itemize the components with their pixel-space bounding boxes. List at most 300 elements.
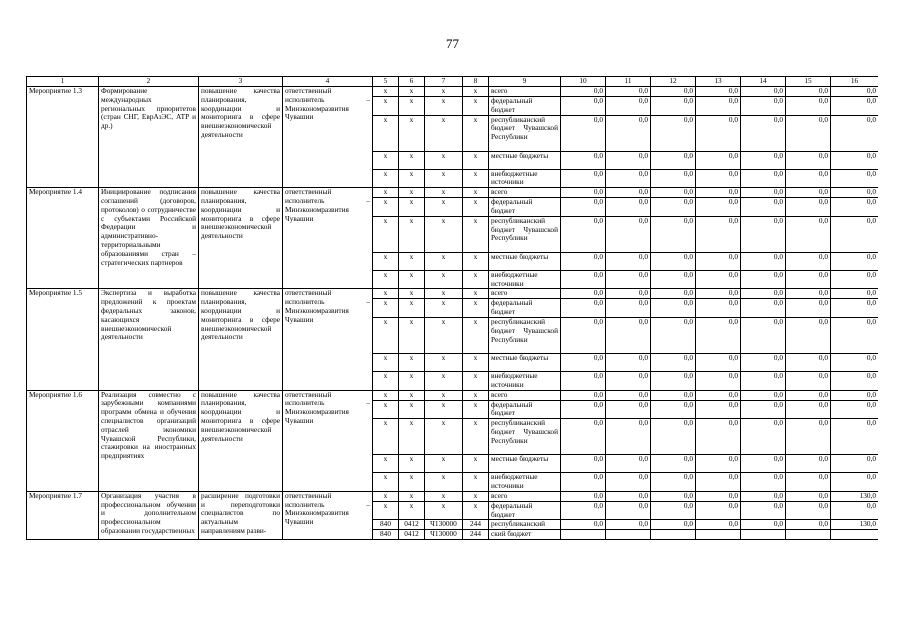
column-number-7: 7 <box>425 77 463 87</box>
budget-code-cell: x <box>399 491 425 501</box>
amount-cell: 0,0 <box>831 419 879 455</box>
funding-source: республиканский бюджет Чувашской Республики <box>489 317 561 353</box>
budget-code-cell: x <box>373 371 399 390</box>
budget-code-cell: x <box>373 501 399 520</box>
budget-code-cell: x <box>425 353 463 371</box>
budget-code-cell: x <box>425 188 463 198</box>
funding-source: местные бюджеты <box>489 151 561 169</box>
column-number-10: 10 <box>561 77 606 87</box>
table-row <box>27 491 879 501</box>
amount-cell: 0,0 <box>786 317 831 353</box>
amount-cell: 0,0 <box>651 520 696 530</box>
funding-source: республиканский бюджет Чувашской Республики <box>489 216 561 252</box>
amount-cell: 0,0 <box>606 400 651 419</box>
amount-cell: 0,0 <box>741 169 786 188</box>
funding-source: всего <box>489 289 561 299</box>
amount-cell: 0,0 <box>741 289 786 299</box>
budget-code-cell: x <box>463 501 489 520</box>
amount-cell: 0,0 <box>786 115 831 151</box>
amount-cell: 0,0 <box>696 501 741 520</box>
budget-code-cell: x <box>399 188 425 198</box>
amount-cell: 0,0 <box>696 317 741 353</box>
amount-cell <box>651 530 696 540</box>
column-number-13: 13 <box>696 77 741 87</box>
budget-code-cell: x <box>373 491 399 501</box>
budget-code-cell: x <box>463 371 489 390</box>
table-row <box>27 188 879 198</box>
amount-cell: 0,0 <box>606 198 651 217</box>
amount-cell: 0,0 <box>741 501 786 520</box>
table-row <box>27 289 879 299</box>
amount-cell: 0,0 <box>651 97 696 116</box>
amount-cell: 0,0 <box>606 252 651 270</box>
amount-cell: 0,0 <box>606 188 651 198</box>
amount-cell: 0,0 <box>741 520 786 530</box>
budget-code-cell: x <box>399 400 425 419</box>
table-body <box>27 87 879 540</box>
amount-cell: 0,0 <box>606 169 651 188</box>
amount-cell: 0,0 <box>831 97 879 116</box>
budget-code-cell: x <box>373 252 399 270</box>
amount-cell: 0,0 <box>561 419 606 455</box>
budget-code-cell: x <box>399 353 425 371</box>
amount-cell: 130,0 <box>831 491 879 501</box>
budget-code-cell: x <box>373 353 399 371</box>
amount-cell: 0,0 <box>651 455 696 473</box>
amount-cell: 0,0 <box>696 400 741 419</box>
budget-code-cell: x <box>373 270 399 289</box>
amount-cell: 0,0 <box>696 252 741 270</box>
column-number-3: 3 <box>199 77 283 87</box>
funding-source: внебюджетные источники <box>489 169 561 188</box>
activity-result: повышение качества планирования, координации и мониторинга в сфере внешнеэкономической деятельности <box>199 390 283 491</box>
amount-cell: 0,0 <box>696 188 741 198</box>
amount-cell: 0,0 <box>561 455 606 473</box>
budget-code-cell: x <box>463 419 489 455</box>
column-number-5: 5 <box>373 77 399 87</box>
amount-cell: 0,0 <box>606 317 651 353</box>
budget-code-cell: x <box>373 317 399 353</box>
amount-cell: 0,0 <box>696 390 741 400</box>
funding-source: внебюджетные источники <box>489 473 561 492</box>
amount-cell: 0,0 <box>831 216 879 252</box>
column-number-14: 14 <box>741 77 786 87</box>
column-number-15: 15 <box>786 77 831 87</box>
budget-code-cell: x <box>425 289 463 299</box>
budget-code-cell: x <box>399 317 425 353</box>
budget-code-cell: x <box>399 87 425 97</box>
amount-cell: 0,0 <box>786 501 831 520</box>
amount-cell: 0,0 <box>606 151 651 169</box>
amount-cell: 0,0 <box>741 353 786 371</box>
amount-cell: 0,0 <box>741 455 786 473</box>
amount-cell: 0,0 <box>831 252 879 270</box>
amount-cell <box>831 530 879 540</box>
amount-cell: 0,0 <box>741 400 786 419</box>
column-number-6: 6 <box>399 77 425 87</box>
column-number-4: 4 <box>283 77 373 87</box>
budget-code-cell: x <box>399 270 425 289</box>
budget-code-cell: x <box>373 299 399 318</box>
activity-result: повышение качества планирования, координации и мониторинга в сфере внешнеэкономической деятельности <box>199 188 283 289</box>
budget-code-cell: x <box>373 87 399 97</box>
amount-cell: 0,0 <box>786 299 831 318</box>
budget-code-cell: x <box>399 115 425 151</box>
amount-cell: 0,0 <box>831 289 879 299</box>
budget-code-cell: x <box>463 270 489 289</box>
budget-code-cell: x <box>399 216 425 252</box>
amount-cell: 0,0 <box>561 97 606 116</box>
activity-code: Мероприятие 1.4 <box>27 188 99 289</box>
amount-cell: 0,0 <box>651 400 696 419</box>
budget-code-cell: x <box>425 419 463 455</box>
amount-cell: 0,0 <box>741 270 786 289</box>
amount-cell: 0,0 <box>786 169 831 188</box>
amount-cell: 0,0 <box>741 371 786 390</box>
activity-executor: ответственный исполнитель – Минэкономразвития Чувашии <box>283 390 373 491</box>
amount-cell: 0,0 <box>561 491 606 501</box>
budget-code-cell: x <box>425 491 463 501</box>
activity-result: повышение качества планирования, координации и мониторинга в сфере внешнеэкономической деятельности <box>199 87 283 188</box>
funding-source: всего <box>489 390 561 400</box>
column-number-12: 12 <box>651 77 696 87</box>
budget-code-cell: x <box>463 317 489 353</box>
budget-code-cell: x <box>399 252 425 270</box>
table-row <box>27 87 879 97</box>
amount-cell: 0,0 <box>696 473 741 492</box>
budget-code-cell: x <box>373 188 399 198</box>
budget-code-cell: x <box>399 289 425 299</box>
funding-source: федеральный бюджет <box>489 97 561 116</box>
budget-code-cell: x <box>373 97 399 116</box>
funding-source: всего <box>489 188 561 198</box>
page-number: 77 <box>446 36 459 51</box>
amount-cell: 0,0 <box>651 473 696 492</box>
amount-cell: 0,0 <box>741 299 786 318</box>
funding-source: республиканский бюджет Чувашской Республики <box>489 115 561 151</box>
amount-cell: 0,0 <box>561 353 606 371</box>
funding-source: всего <box>489 87 561 97</box>
column-number-row <box>27 77 879 87</box>
amount-cell: 0,0 <box>831 390 879 400</box>
amount-cell: 0,0 <box>561 520 606 530</box>
amount-cell: 0,0 <box>786 151 831 169</box>
amount-cell: 0,0 <box>561 371 606 390</box>
amount-cell: 0,0 <box>696 270 741 289</box>
amount-cell: 0,0 <box>561 216 606 252</box>
activity-code: Мероприятие 1.6 <box>27 390 99 491</box>
budget-code-cell: x <box>463 390 489 400</box>
amount-cell: 0,0 <box>786 455 831 473</box>
funding-source: федеральный бюджет <box>489 501 561 520</box>
budget-code-cell: x <box>399 473 425 492</box>
amount-cell: 0,0 <box>831 501 879 520</box>
budget-code-cell: x <box>399 419 425 455</box>
funding-source: республиканский бюджет Чувашской Республики <box>489 419 561 455</box>
amount-cell: 0,0 <box>831 455 879 473</box>
budget-code-cell: x <box>425 299 463 318</box>
budget-code-cell: x <box>463 169 489 188</box>
amount-cell: 130,0 <box>831 520 879 530</box>
program-table <box>26 76 878 540</box>
amount-cell: 0,0 <box>696 151 741 169</box>
budget-code-cell: x <box>425 270 463 289</box>
budget-code-cell: x <box>373 473 399 492</box>
amount-cell: 0,0 <box>651 115 696 151</box>
amount-cell: 0,0 <box>786 289 831 299</box>
amount-cell: 0,0 <box>561 501 606 520</box>
column-number-8: 8 <box>463 77 489 87</box>
amount-cell: 0,0 <box>741 87 786 97</box>
amount-cell: 0,0 <box>831 198 879 217</box>
amount-cell: 0,0 <box>831 299 879 318</box>
activity-executor: ответственный исполнитель – Минэкономразвития Чувашии <box>283 188 373 289</box>
amount-cell: 0,0 <box>651 151 696 169</box>
amount-cell: 0,0 <box>561 188 606 198</box>
amount-cell <box>606 530 651 540</box>
table-row <box>27 390 879 400</box>
amount-cell: 0,0 <box>651 87 696 97</box>
amount-cell: 0,0 <box>786 473 831 492</box>
activity-result: повышение качества планирования, координации и мониторинга в сфере внешнеэкономической деятельности <box>199 289 283 390</box>
budget-code-cell: x <box>425 371 463 390</box>
amount-cell: 0,0 <box>831 188 879 198</box>
amount-cell: 0,0 <box>651 317 696 353</box>
amount-cell: 0,0 <box>561 390 606 400</box>
budget-code-cell: x <box>373 151 399 169</box>
amount-cell: 0,0 <box>696 87 741 97</box>
budget-code-cell: x <box>425 252 463 270</box>
amount-cell: 0,0 <box>561 169 606 188</box>
amount-cell: 0,0 <box>786 390 831 400</box>
budget-code-cell: x <box>373 169 399 188</box>
amount-cell: 0,0 <box>561 115 606 151</box>
budget-code-cell: x <box>425 400 463 419</box>
amount-cell: 0,0 <box>831 87 879 97</box>
funding-source: федеральный бюджет <box>489 299 561 318</box>
amount-cell <box>786 530 831 540</box>
program-table-wrap <box>26 76 878 640</box>
amount-cell: 0,0 <box>606 87 651 97</box>
budget-code-cell: x <box>425 169 463 188</box>
amount-cell: 0,0 <box>606 353 651 371</box>
amount-cell: 0,0 <box>786 198 831 217</box>
amount-cell: 0,0 <box>696 371 741 390</box>
amount-cell: 0,0 <box>741 252 786 270</box>
activity-executor: ответственный исполнитель – Минэкономразвития Чувашии <box>283 87 373 188</box>
amount-cell: 0,0 <box>696 299 741 318</box>
budget-code-cell: Ч130000 <box>425 520 463 530</box>
amount-cell: 0,0 <box>741 151 786 169</box>
budget-code-cell: 0412 <box>399 530 425 540</box>
amount-cell: 0,0 <box>606 455 651 473</box>
amount-cell: 0,0 <box>786 353 831 371</box>
budget-code-cell: x <box>373 400 399 419</box>
activity-executor: ответственный исполнитель – Минэкономразвития Чувашии <box>283 289 373 390</box>
amount-cell: 0,0 <box>606 390 651 400</box>
budget-code-cell: x <box>373 115 399 151</box>
amount-cell: 0,0 <box>696 289 741 299</box>
budget-code-cell: 840 <box>373 520 399 530</box>
column-number-11: 11 <box>606 77 651 87</box>
activity-code: Мероприятие 1.5 <box>27 289 99 390</box>
amount-cell: 0,0 <box>786 371 831 390</box>
amount-cell: 0,0 <box>606 371 651 390</box>
budget-code-cell: x <box>373 390 399 400</box>
budget-code-cell: x <box>373 289 399 299</box>
amount-cell: 0,0 <box>606 115 651 151</box>
amount-cell: 0,0 <box>786 188 831 198</box>
budget-code-cell: x <box>373 419 399 455</box>
activity-name: Организация участия в профессиональном обучении и дополнительном профессиональном образовании государственных <box>99 491 199 540</box>
activity-code: Мероприятие 1.3 <box>27 87 99 188</box>
amount-cell: 0,0 <box>606 289 651 299</box>
budget-code-cell: x <box>399 390 425 400</box>
amount-cell: 0,0 <box>561 252 606 270</box>
budget-code-cell: x <box>399 169 425 188</box>
amount-cell: 0,0 <box>651 188 696 198</box>
budget-code-cell: x <box>425 115 463 151</box>
amount-cell: 0,0 <box>561 151 606 169</box>
budget-code-cell: x <box>425 151 463 169</box>
funding-source: местные бюджеты <box>489 252 561 270</box>
budget-code-cell: x <box>399 299 425 318</box>
budget-code-cell: x <box>463 491 489 501</box>
amount-cell: 0,0 <box>741 473 786 492</box>
activity-code: Мероприятие 1.7 <box>27 491 99 540</box>
amount-cell <box>741 530 786 540</box>
amount-cell: 0,0 <box>786 252 831 270</box>
funding-source: федеральный бюджет <box>489 400 561 419</box>
amount-cell: 0,0 <box>651 501 696 520</box>
funding-source: всего <box>489 491 561 501</box>
amount-cell: 0,0 <box>831 371 879 390</box>
amount-cell: 0,0 <box>696 97 741 116</box>
budget-code-cell: x <box>399 371 425 390</box>
amount-cell: 0,0 <box>561 198 606 217</box>
amount-cell: 0,0 <box>606 299 651 318</box>
amount-cell: 0,0 <box>651 390 696 400</box>
budget-code-cell: x <box>399 97 425 116</box>
amount-cell: 0,0 <box>651 198 696 217</box>
budget-code-cell: x <box>425 317 463 353</box>
amount-cell: 0,0 <box>651 419 696 455</box>
amount-cell: 0,0 <box>651 252 696 270</box>
amount-cell: 0,0 <box>651 289 696 299</box>
amount-cell: 0,0 <box>696 353 741 371</box>
funding-source: федеральный бюджет <box>489 198 561 217</box>
amount-cell: 0,0 <box>561 299 606 318</box>
activity-result: расширение подготовки и переподготовки специалистов по актуальным направлениям разви- <box>199 491 283 540</box>
amount-cell: 0,0 <box>561 289 606 299</box>
amount-cell: 0,0 <box>651 270 696 289</box>
column-number-1: 1 <box>27 77 99 87</box>
amount-cell: 0,0 <box>741 198 786 217</box>
activity-name: Формирование международных региональных приоритетов (стран СНГ, ЕврАзЭС, АТР и др.) <box>99 87 199 188</box>
budget-code-cell: x <box>425 216 463 252</box>
amount-cell: 0,0 <box>606 97 651 116</box>
amount-cell: 0,0 <box>786 97 831 116</box>
amount-cell: 0,0 <box>786 520 831 530</box>
amount-cell: 0,0 <box>606 216 651 252</box>
budget-code-cell: x <box>399 455 425 473</box>
budget-code-cell: x <box>463 87 489 97</box>
activity-name: Экспертиза и выработка предложений к проектам федеральных законов, касающихся внешнеэкономической деятельности <box>99 289 199 390</box>
budget-code-cell: x <box>463 400 489 419</box>
column-number-9: 9 <box>489 77 561 87</box>
amount-cell: 0,0 <box>786 270 831 289</box>
budget-code-cell: x <box>425 87 463 97</box>
budget-code-cell: Ч130000 <box>425 530 463 540</box>
budget-code-cell: x <box>373 216 399 252</box>
amount-cell: 0,0 <box>831 270 879 289</box>
amount-cell: 0,0 <box>831 115 879 151</box>
amount-cell: 0,0 <box>831 169 879 188</box>
amount-cell <box>561 530 606 540</box>
budget-code-cell: x <box>425 501 463 520</box>
amount-cell: 0,0 <box>696 491 741 501</box>
amount-cell: 0,0 <box>651 299 696 318</box>
amount-cell: 0,0 <box>651 371 696 390</box>
budget-code-cell: x <box>463 198 489 217</box>
amount-cell: 0,0 <box>561 87 606 97</box>
budget-code-cell: x <box>463 97 489 116</box>
budget-code-cell: x <box>463 353 489 371</box>
amount-cell: 0,0 <box>831 400 879 419</box>
budget-code-cell: x <box>463 252 489 270</box>
budget-code-cell: 840 <box>373 530 399 540</box>
amount-cell: 0,0 <box>786 216 831 252</box>
budget-code-cell: x <box>425 198 463 217</box>
budget-code-cell: x <box>463 455 489 473</box>
budget-code-cell: x <box>373 455 399 473</box>
budget-code-cell: x <box>463 188 489 198</box>
amount-cell: 0,0 <box>606 520 651 530</box>
amount-cell: 0,0 <box>606 270 651 289</box>
budget-code-cell: x <box>399 198 425 217</box>
amount-cell: 0,0 <box>606 491 651 501</box>
amount-cell: 0,0 <box>606 501 651 520</box>
budget-code-cell: 244 <box>463 520 489 530</box>
funding-source: внебюджетные источники <box>489 371 561 390</box>
funding-source: местные бюджеты <box>489 353 561 371</box>
amount-cell: 0,0 <box>561 400 606 419</box>
column-number-2: 2 <box>99 77 199 87</box>
funding-source: ский бюджет <box>489 530 561 540</box>
amount-cell: 0,0 <box>786 419 831 455</box>
amount-cell: 0,0 <box>831 151 879 169</box>
activity-name: Реализация совместно с зарубежными компаниями программ обмена и обучения специалистов организаций отраслей экономики Чувашской Республики, стажировки на иностранных предприятиях <box>99 390 199 491</box>
activity-name: Инициирование подписания соглашений (договоров, протоколов) о сотрудничестве с субъектами Российской Федерации и административно-территориальными образованиями стран – стратегических партнеров <box>99 188 199 289</box>
budget-code-cell: x <box>425 455 463 473</box>
amount-cell: 0,0 <box>696 115 741 151</box>
budget-code-cell: x <box>425 390 463 400</box>
activity-executor: ответственный исполнитель – Минэкономразвития Чувашии <box>283 491 373 540</box>
column-number-16: 16 <box>831 77 879 87</box>
funding-source: внебюджетные источники <box>489 270 561 289</box>
amount-cell: 0,0 <box>561 473 606 492</box>
amount-cell: 0,0 <box>696 455 741 473</box>
amount-cell: 0,0 <box>741 115 786 151</box>
amount-cell: 0,0 <box>606 473 651 492</box>
amount-cell: 0,0 <box>651 491 696 501</box>
amount-cell: 0,0 <box>696 216 741 252</box>
amount-cell: 0,0 <box>696 520 741 530</box>
budget-code-cell: x <box>399 501 425 520</box>
amount-cell: 0,0 <box>831 317 879 353</box>
budget-code-cell: x <box>463 289 489 299</box>
amount-cell: 0,0 <box>696 169 741 188</box>
